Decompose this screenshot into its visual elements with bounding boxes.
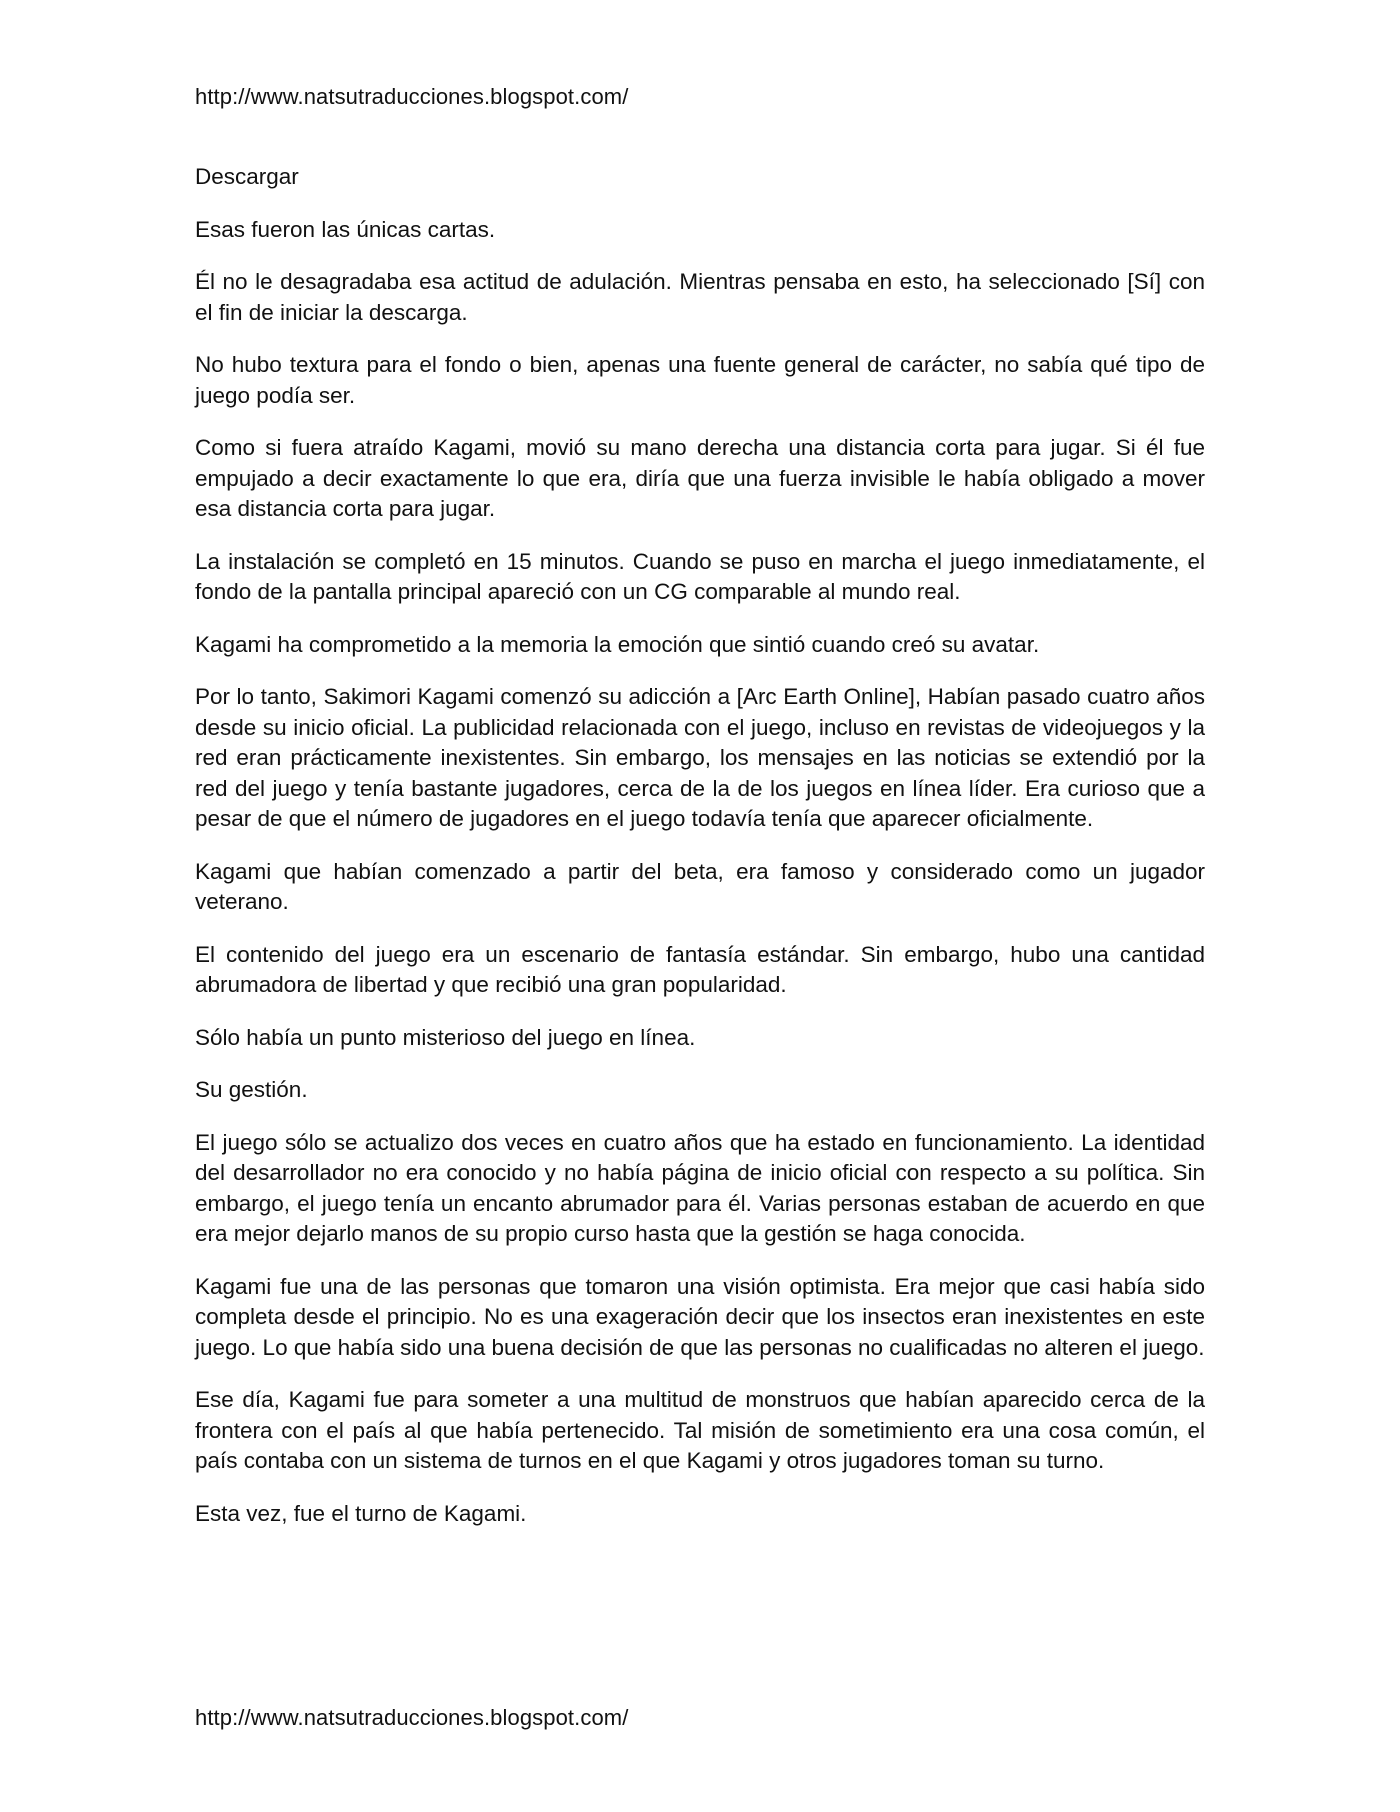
paragraph-4: Como si fuera atraído Kagami, movió su mano derecha una distancia corta para jugar. Si él fue empujado a decir exactamente lo que era, diría que una fuerza invisible le había obligado a mover esa distancia corta para jugar. [195,435,1205,521]
paragraph-1: Esas fueron las únicas cartas. [195,216,496,242]
paragraph-15: Esta vez, fue el turno de Kagami. [195,1500,527,1526]
paragraph-11: Su gestión. [195,1077,308,1102]
paragraph-9: El contenido del juego era un escenario de fantasía estándar. Sin embargo, hubo una cantidad abrumadora de libertad y que recibió una gran popularidad. [195,941,1205,997]
paragraph-13: Kagami fue una de las personas que tomaron una visión optimista. Era mejor que casi había sido completa desde el principio. No es una exageración decir que los insectos eran inexistentes en este juego. Lo que había sido una buena decisión de que las personas no cualificadas no alteren el juego. [195,1273,1205,1360]
paragraph-12: El juego sólo se actualizo dos veces en cuatro años que ha estado en funcionamiento. La identidad del desarrollador no era conocido y no había página de inicio oficial con respecto a su política. Sin embargo, el juego tenía un encanto abrumador para él. Varias personas estaban de acuerdo en que era mejor dejarlo manos de su propio curso hasta que la gestión se haga conocida. [195,1129,1205,1246]
paragraph-10: Sólo había un punto misterioso del juego en línea. [195,1024,696,1050]
paragraph-6: Kagami ha comprometido a la memoria la emoción que sintió cuando creó su avatar. [195,631,1040,657]
header-url-link[interactable]: http://www.natsutraducciones.blogspot.com/ [195,84,629,109]
document-body [195,162,1205,1551]
paragraph-2: Él no le desagradaba esa actitud de adulación. Mientras pensaba en esto, ha seleccionado [Sí] con el fin de iniciar la descarga. [195,269,1205,325]
paragraph-3: No hubo textura para el fondo o bien, apenas una fuente general de carácter, no sabía qué tipo de juego podía ser. [195,352,1205,408]
paragraph-5: La instalación se completó en 15 minutos. Cuando se puso en marcha el juego inmediatamente, el fondo de la pantalla principal apareció con un CG comparable al mundo real. [195,548,1205,604]
section-title: Descargar [195,164,299,189]
paragraph-7: Por lo tanto, Sakimori Kagami comenzó su adicción a [Arc Earth Online], Habían pasado cuatro años desde su inicio oficial. La publicidad relacionada con el juego, incluso en revistas de videojuegos y la red eran prácticamente inexistentes. Sin embargo, los mensajes en las noticias se extendió por la red del juego y tenía bastante jugadores, cerca de la de los juegos en línea líder. Era curioso que a pesar de que el número de jugadores en el juego todavía tenía que aparecer oficialmente. [195,684,1205,831]
paragraph-8: Kagami que habían comenzado a partir del beta, era famoso y considerado como un jugador veterano. [195,858,1205,914]
paragraph-14: Ese día, Kagami fue para someter a una multitud de monstruos que habían aparecido cerca de la frontera con el país al que había pertenecido. Tal misión de sometimiento era una cosa común, el país contaba con un sistema de turnos en el que Kagami y otros jugadores toman su turno. [195,1387,1205,1473]
footer-url-link[interactable]: http://www.natsutraducciones.blogspot.com/ [195,1705,629,1730]
